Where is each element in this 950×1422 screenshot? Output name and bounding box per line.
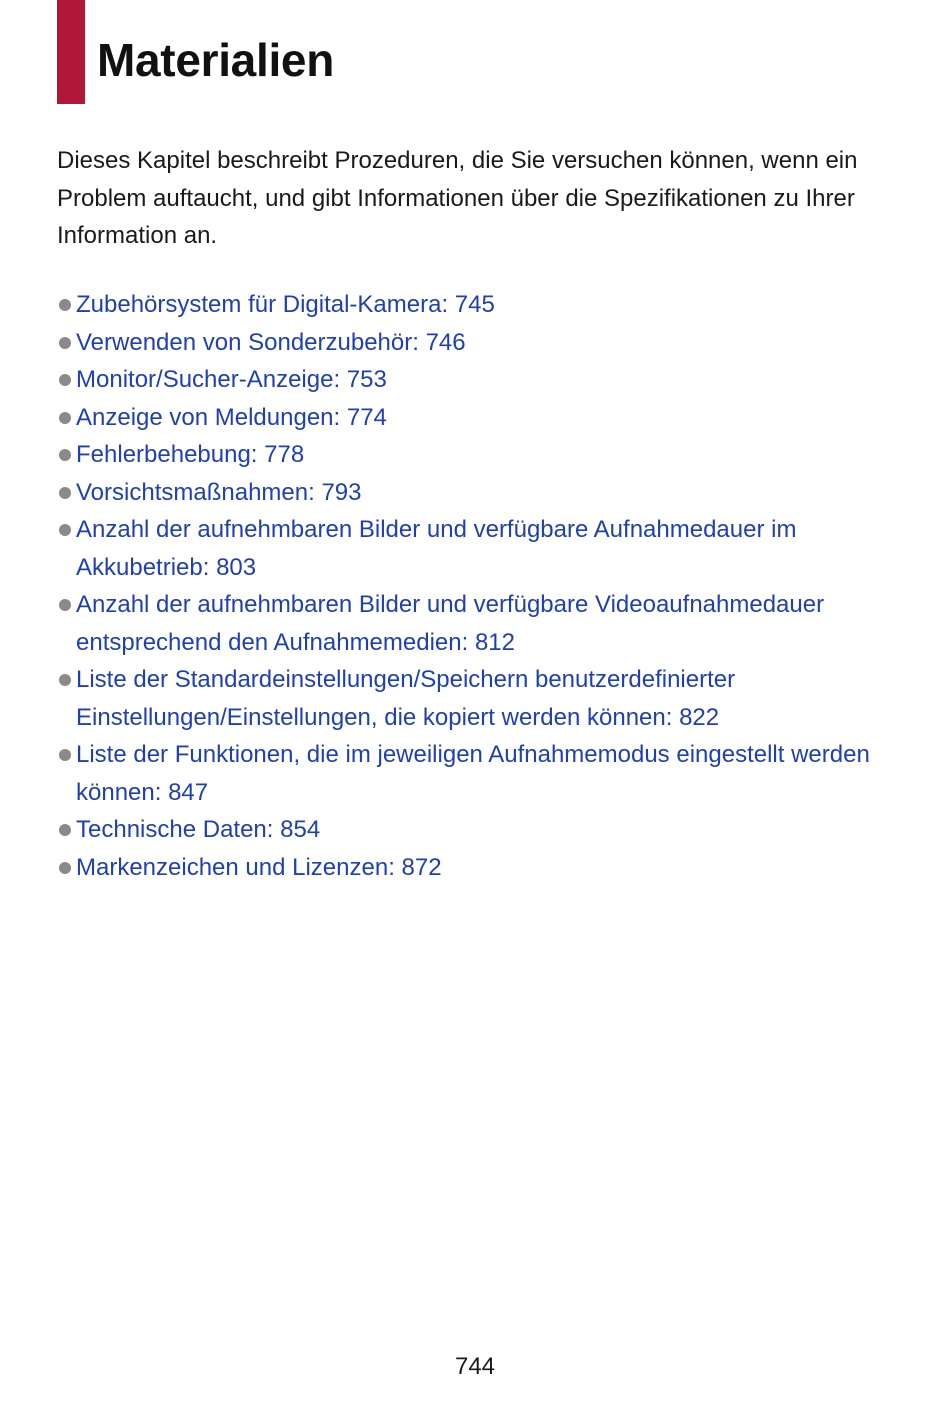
title-accent-bar (57, 0, 85, 104)
bullet-dot-icon (59, 599, 71, 611)
toc-item (57, 361, 897, 399)
bullet-dot-icon (59, 674, 71, 686)
toc-link-vorsichtsmassnahmen[interactable]: Vorsichtsmaßnahmen: 793 (76, 478, 362, 506)
toc-item (57, 661, 897, 736)
toc-item (57, 849, 897, 887)
bullet-dot-icon (59, 299, 71, 311)
toc-item (57, 324, 897, 362)
toc-item (57, 811, 897, 849)
toc-item (57, 586, 897, 661)
bullet-dot-icon (59, 337, 71, 349)
toc-link-markenzeichen[interactable]: Markenzeichen und Lizenzen: 872 (76, 853, 442, 881)
toc-item (57, 736, 897, 811)
toc-link-meldungen[interactable]: Anzeige von Meldungen: 774 (76, 403, 387, 431)
bullet-dot-icon (59, 487, 71, 499)
toc-item (57, 399, 897, 437)
toc-item (57, 474, 897, 512)
page-number: 744 (454, 1353, 496, 1380)
bullet-dot-icon (59, 749, 71, 761)
toc-link-funktionen[interactable]: Liste der Funktionen, die im jeweiligen Aufnahmemodus eingestellt werden können: 847 (76, 741, 870, 806)
page-title: Materialien (97, 34, 335, 86)
bullet-dot-icon (59, 449, 71, 461)
toc-item (57, 286, 897, 324)
toc-link-sonderzubehoer[interactable]: Verwenden von Sonderzubehör: 746 (76, 328, 466, 356)
toc-link-zubehoersystem[interactable]: Zubehörsystem für Digital-Kamera: 745 (76, 291, 495, 318)
toc-link-aufnahmemedien[interactable]: Anzahl der aufnehmbaren Bilder und verfügbare Videoaufnahmedauer entsprechend den Aufnahmemedien: 812 (76, 591, 825, 656)
toc-item (57, 436, 897, 474)
bullet-dot-icon (59, 374, 71, 386)
toc-list (57, 286, 897, 886)
intro-paragraph: Dieses Kapitel beschreibt Prozeduren, die Sie versuchen können, wenn ein Problem auftaucht, und gibt Informationen über die Spezifikationen zu Ihrer Information an. (57, 147, 858, 249)
bullet-dot-icon (59, 412, 71, 424)
toc-link-technische-daten[interactable]: Technische Daten: 854 (76, 816, 321, 843)
toc-item (57, 511, 897, 586)
bullet-dot-icon (59, 524, 71, 536)
toc-link-fehlerbehebung[interactable]: Fehlerbehebung: 778 (76, 441, 305, 468)
bullet-dot-icon (59, 862, 71, 874)
toc-link-standardeinstellungen[interactable]: Liste der Standardeinstellungen/Speichern benutzerdefinierter Einstellungen/Einstellungen, die kopiert werden können: 822 (76, 666, 736, 731)
toc-link-akkubetrieb[interactable]: Anzahl der aufnehmbaren Bilder und verfügbare Aufnahmedauer im Akkubetrieb: 803 (76, 516, 797, 581)
toc-link-monitor-anzeige[interactable]: Monitor/Sucher-Anzeige: 753 (76, 366, 387, 393)
bullet-dot-icon (59, 824, 71, 836)
